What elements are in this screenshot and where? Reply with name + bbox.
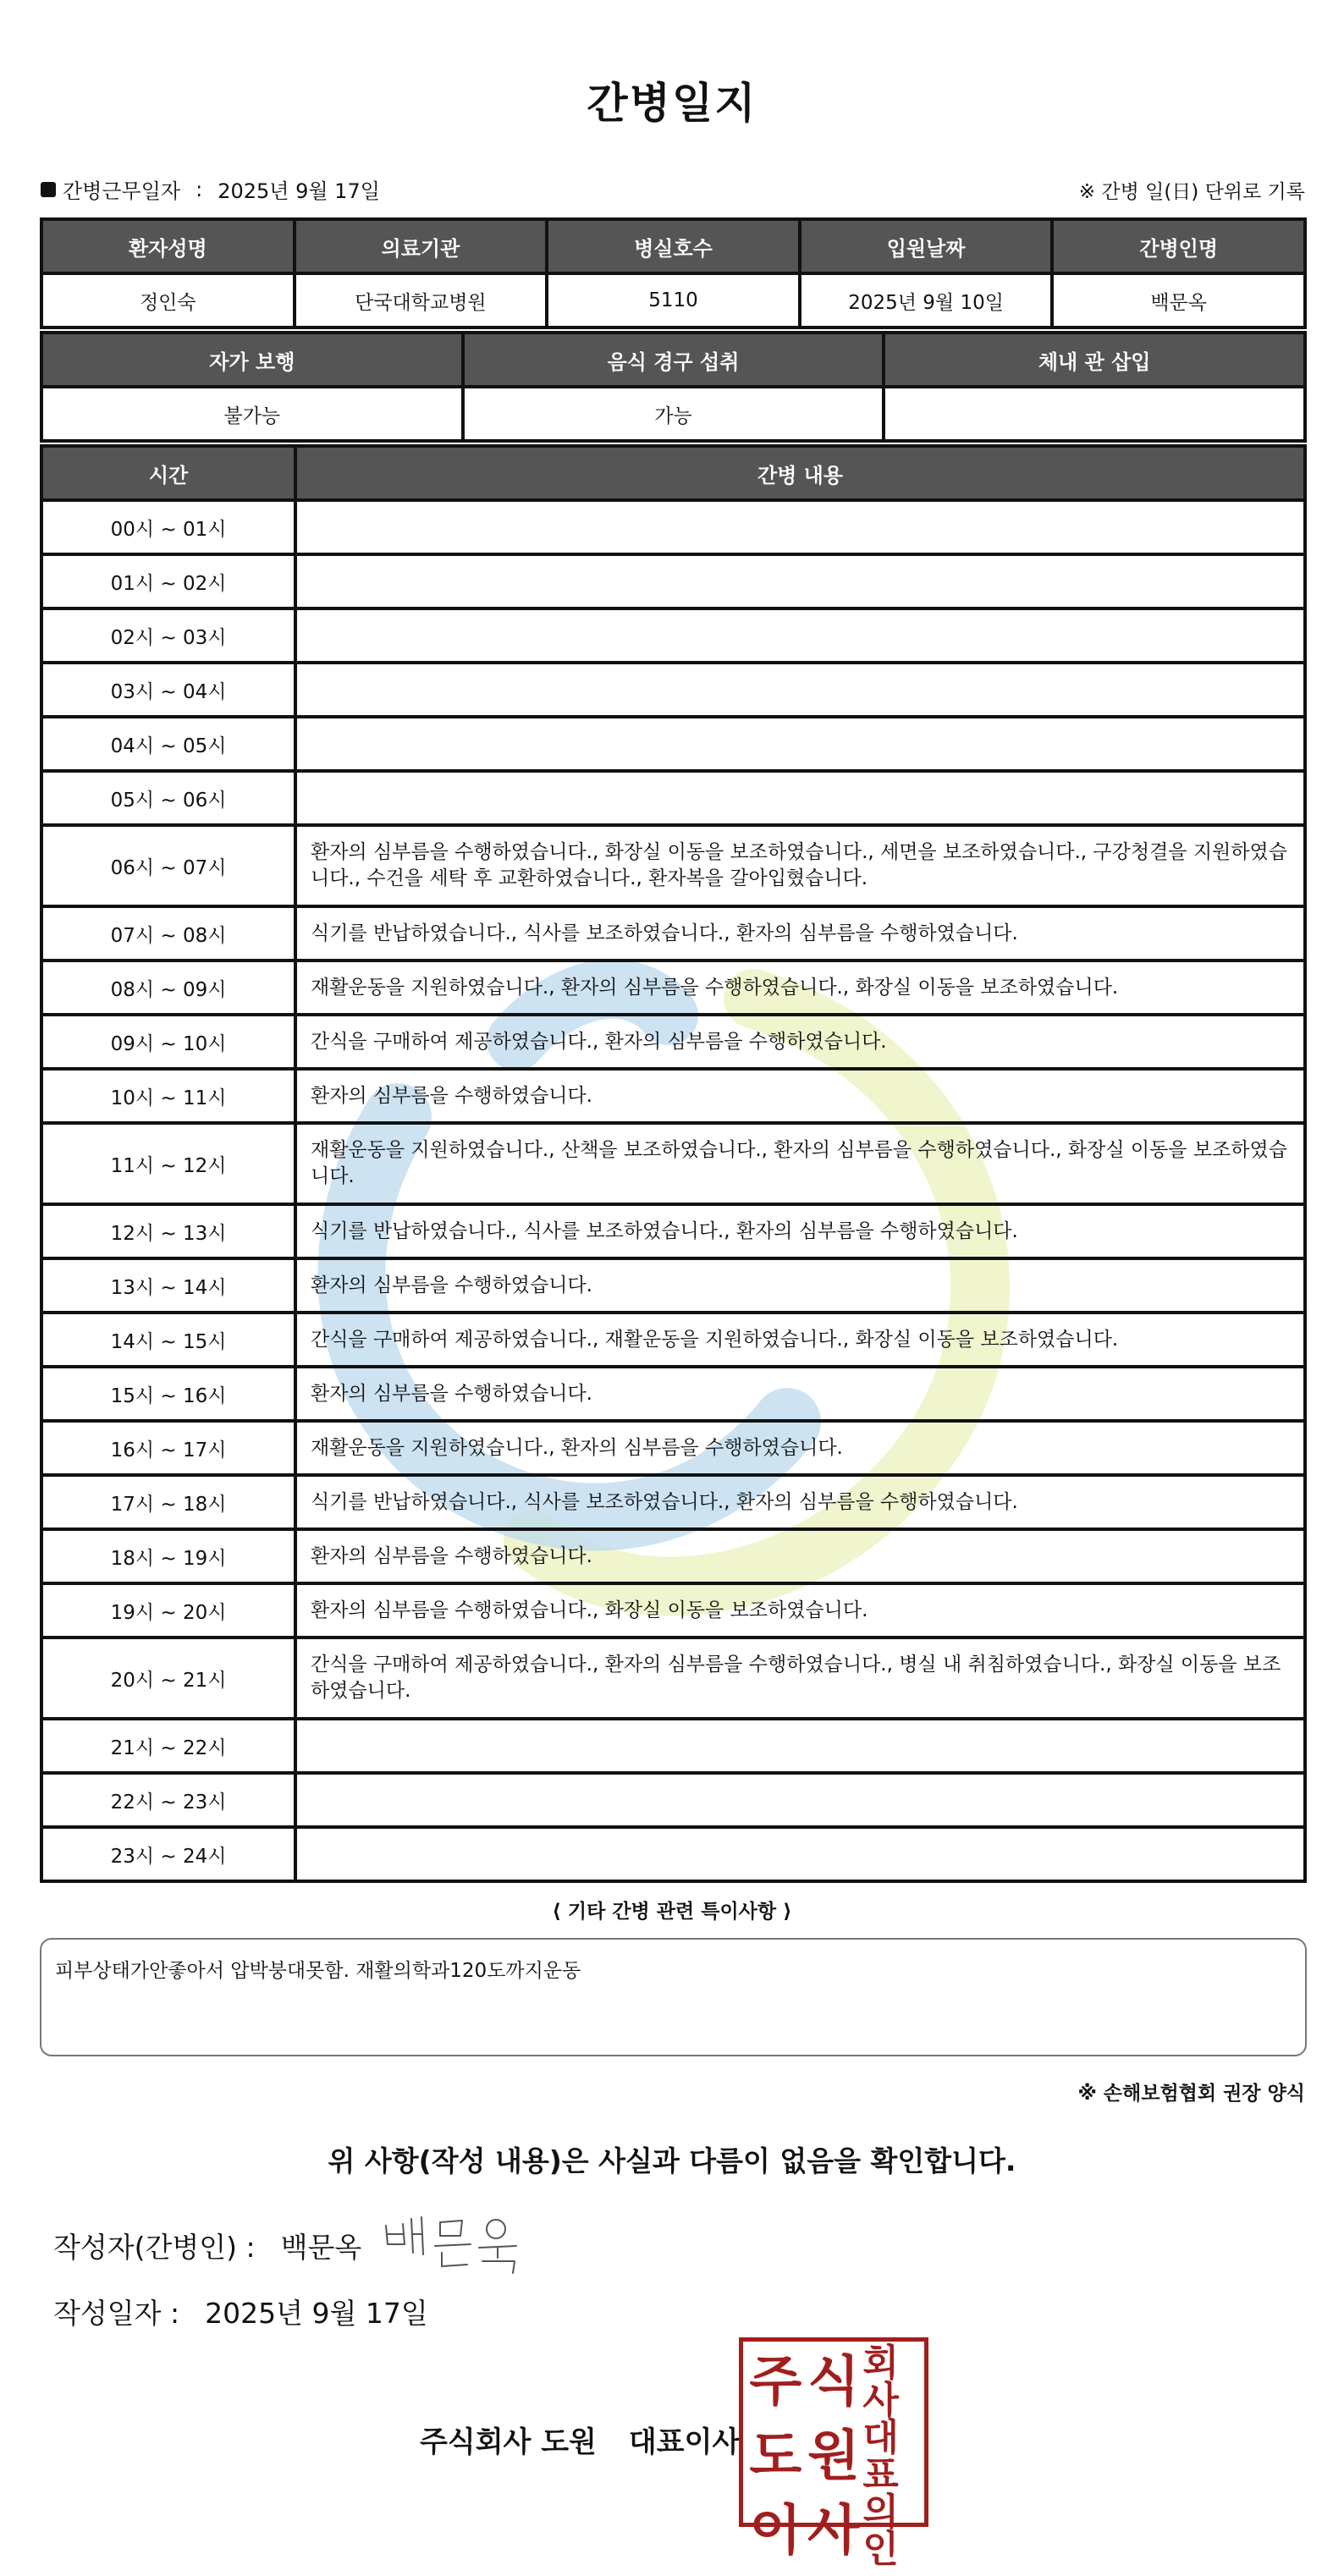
table-row xyxy=(41,608,1305,663)
caregiver-name-value: 백문옥 xyxy=(1052,273,1305,328)
table-row xyxy=(41,825,1305,906)
time-cell: 11시 ~ 12시 xyxy=(41,1123,295,1204)
content-cell xyxy=(295,554,1305,608)
table-row xyxy=(41,1583,1305,1638)
content-cell: 환자의 심부름을 수행하였습니다., 화장실 이동을 보조하였습니다. xyxy=(295,1583,1305,1638)
room-number-value: 5110 xyxy=(547,273,800,328)
table-row xyxy=(41,1529,1305,1583)
time-cell: 23시 ~ 24시 xyxy=(41,1827,295,1881)
writer-name: 백문옥 xyxy=(280,2231,362,2264)
content-cell xyxy=(295,1827,1305,1881)
time-cell: 02시 ~ 03시 xyxy=(41,608,295,663)
content-cell: 간식을 구매하여 제공하였습니다., 환자의 심부름을 수행하였습니다. xyxy=(295,1015,1305,1069)
content-cell: 환자의 심부름을 수행하였습니다. xyxy=(295,1367,1305,1421)
content-cell: 환자의 심부름을 수행하였습니다. xyxy=(295,1529,1305,1583)
remarks-box xyxy=(40,1938,1307,2056)
header-room-number: 병실호수 xyxy=(547,219,800,273)
table-row xyxy=(41,1773,1305,1827)
content-cell xyxy=(295,717,1305,771)
content-cell xyxy=(295,500,1305,554)
content-cell: 환자의 심부름을 수행하였습니다. xyxy=(295,1069,1305,1123)
table-row xyxy=(41,771,1305,825)
written-date-line xyxy=(53,2292,428,2331)
table-row xyxy=(41,1069,1305,1123)
company-name: 주식회사 도원 xyxy=(420,2425,597,2459)
document-title: 간병일지 xyxy=(587,79,757,128)
time-cell: 12시 ~ 13시 xyxy=(41,1204,295,1258)
table-row xyxy=(41,717,1305,771)
time-cell: 10시 ~ 11시 xyxy=(41,1069,295,1123)
work-date-colon: : xyxy=(196,177,203,201)
content-cell: 식기를 반납하였습니다., 식사를 보조하였습니다., 환자의 심부름을 수행하였습니다. xyxy=(295,1475,1305,1529)
bullet-square-icon xyxy=(41,182,56,197)
header-tube-insertion: 체내 관 삽입 xyxy=(884,333,1305,387)
header-care-content: 간병 내용 xyxy=(295,446,1305,500)
content-cell: 간식을 구매하여 제공하였습니다., 환자의 심부름을 수행하였습니다., 병실 내 취침하였습니다., 화장실 이동을 보조하였습니다. xyxy=(295,1638,1305,1719)
seal-char: 이 xyxy=(749,2500,802,2562)
header-self-walking: 자가 보행 xyxy=(41,333,463,387)
time-cell: 19시 ~ 20시 xyxy=(41,1583,295,1638)
care-log-table xyxy=(40,444,1307,1883)
content-cell: 간식을 구매하여 제공하였습니다., 재활운동을 지원하였습니다., 화장실 이동을 보조하였습니다. xyxy=(295,1313,1305,1367)
company-seal-stamp xyxy=(739,2337,928,2571)
content-cell: 환자의 심부름을 수행하였습니다., 화장실 이동을 보조하였습니다., 세면을 보조하였습니다., 구강청결을 지원하였습니다., 수건을 세탁 후 교환하였습니다., 환자복을 갈아입혔습니다. xyxy=(295,825,1305,906)
time-cell: 08시 ~ 09시 xyxy=(41,960,295,1015)
ability-header-row xyxy=(41,333,1305,387)
time-cell: 05시 ~ 06시 xyxy=(41,771,295,825)
seal-char: 사 xyxy=(807,2500,860,2562)
header-hospital: 의료기관 xyxy=(295,219,548,273)
written-date-value: 2025년 9월 17일 xyxy=(205,2297,428,2330)
time-cell: 13시 ~ 14시 xyxy=(41,1258,295,1313)
header-time: 시간 xyxy=(41,446,295,500)
remarks-text: 피부상태가안좋아서 압박붕대못함. 재활의학과120도까지운동 xyxy=(55,1960,581,1982)
table-row xyxy=(41,1258,1305,1313)
content-cell xyxy=(295,663,1305,717)
seal-char: 원 xyxy=(807,2425,860,2488)
table-row xyxy=(41,663,1305,717)
table-row xyxy=(41,960,1305,1015)
content-cell xyxy=(295,1773,1305,1827)
record-unit-note: ※ 간병 일(日) 단위로 기록 xyxy=(1078,181,1305,203)
header-patient-name: 환자성명 xyxy=(41,219,295,273)
remarks-title: ⟨ 기타 간병 관련 특이사항 ⟩ xyxy=(552,1901,792,1923)
seal-char: 도 xyxy=(749,2425,802,2488)
confirmation-statement: 위 사항(작성 내용)은 사실과 다름이 없음을 확인합니다. xyxy=(328,2144,1016,2177)
table-row xyxy=(41,500,1305,554)
header-admission-date: 입원날짜 xyxy=(800,219,1053,273)
content-cell: 식기를 반납하였습니다., 식사를 보조하였습니다., 환자의 심부름을 수행하였습니다. xyxy=(295,906,1305,960)
admission-date-value: 2025년 9월 10일 xyxy=(800,273,1053,328)
time-cell: 01시 ~ 02시 xyxy=(41,554,295,608)
time-cell: 07시 ~ 08시 xyxy=(41,906,295,960)
seal-char: 대표 xyxy=(862,2416,899,2496)
oral-intake-value: 가능 xyxy=(463,387,884,441)
table-row xyxy=(41,906,1305,960)
table-row xyxy=(41,1421,1305,1475)
header-oral-intake: 음식 경구 섭취 xyxy=(463,333,884,387)
table-row xyxy=(41,1313,1305,1367)
company-signature-line xyxy=(420,2419,740,2460)
content-cell: 식기를 반납하였습니다., 식사를 보조하였습니다., 환자의 심부름을 수행하였습니다. xyxy=(295,1204,1305,1258)
content-cell: 재활운동을 지원하였습니다., 산책을 보조하였습니다., 환자의 심부름을 수행하였습니다., 화장실 이동을 보조하였습니다. xyxy=(295,1123,1305,1204)
time-cell: 03시 ~ 04시 xyxy=(41,663,295,717)
recommendation-note: ※ 손해보험협회 권장 양식 xyxy=(1077,2083,1305,2105)
time-cell: 06시 ~ 07시 xyxy=(41,825,295,906)
time-cell: 09시 ~ 10시 xyxy=(41,1015,295,1069)
table-row xyxy=(41,1475,1305,1529)
seal-char: 회사 xyxy=(862,2342,899,2422)
writer-line xyxy=(53,2226,361,2265)
content-cell xyxy=(295,771,1305,825)
content-cell: 재활운동을 지원하였습니다., 환자의 심부름을 수행하였습니다. xyxy=(295,1421,1305,1475)
writer-label: 작성자(간병인) : xyxy=(53,2231,256,2264)
table-row xyxy=(41,1367,1305,1421)
content-cell: 환자의 심부름을 수행하였습니다. xyxy=(295,1258,1305,1313)
patient-info-table xyxy=(40,217,1307,329)
time-cell: 20시 ~ 21시 xyxy=(41,1638,295,1719)
table-row xyxy=(41,554,1305,608)
table-row xyxy=(41,1123,1305,1204)
content-cell: 재활운동을 지원하였습니다., 환자의 심부름을 수행하였습니다., 화장실 이동을 보조하였습니다. xyxy=(295,960,1305,1015)
time-cell: 22시 ~ 23시 xyxy=(41,1773,295,1827)
time-cell: 04시 ~ 05시 xyxy=(41,717,295,771)
content-cell xyxy=(295,1719,1305,1773)
patient-header-row xyxy=(41,219,1305,273)
self-walking-value: 불가능 xyxy=(41,387,463,441)
handwritten-signature xyxy=(379,2210,523,2278)
seal-char: 식 xyxy=(807,2351,860,2414)
company-role: 대표이사 xyxy=(628,2425,741,2459)
table-row xyxy=(41,1719,1305,1773)
table-row xyxy=(41,1204,1305,1258)
table-row xyxy=(41,1638,1305,1719)
care-log-header-row xyxy=(41,446,1305,500)
time-cell: 15시 ~ 16시 xyxy=(41,1367,295,1421)
header-caregiver-name: 간병인명 xyxy=(1052,219,1305,273)
time-cell: 18시 ~ 19시 xyxy=(41,1529,295,1583)
seal-char: 주 xyxy=(749,2351,802,2414)
written-date-label: 작성일자 : xyxy=(53,2297,180,2330)
table-row xyxy=(41,1827,1305,1881)
time-cell: 17시 ~ 18시 xyxy=(41,1475,295,1529)
time-cell: 21시 ~ 22시 xyxy=(41,1719,295,1773)
work-date-label: 간병근무일자 xyxy=(63,179,181,203)
time-cell: 14시 ~ 15시 xyxy=(41,1313,295,1367)
time-cell: 00시 ~ 01시 xyxy=(41,500,295,554)
content-cell xyxy=(295,608,1305,663)
tube-insertion-value xyxy=(884,387,1305,441)
patient-name-value: 정인숙 xyxy=(41,273,295,328)
work-date-value: 2025년 9월 17일 xyxy=(218,179,380,203)
seal-char: 의인 xyxy=(862,2491,899,2571)
time-cell: 16시 ~ 17시 xyxy=(41,1421,295,1475)
hospital-value: 단국대학교병원 xyxy=(295,273,548,328)
patient-value-row xyxy=(41,273,1305,328)
ability-value-row xyxy=(41,387,1305,441)
table-row xyxy=(41,1015,1305,1069)
patient-ability-table xyxy=(40,331,1307,443)
work-date-line xyxy=(41,174,380,204)
